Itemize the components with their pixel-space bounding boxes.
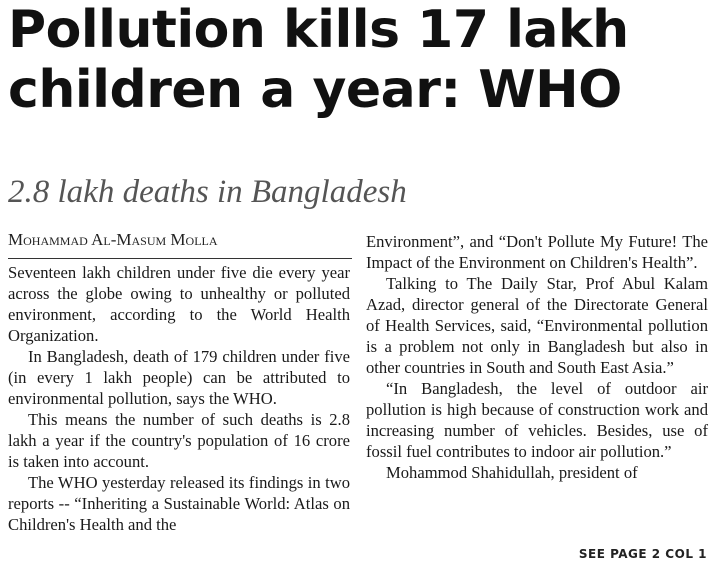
paragraph: Seventeen lakh children under five die every year across the globe owing to unhealthy or polluted environment, according to the World Health Organization. [8, 263, 350, 345]
paragraph: The WHO yesterday released its findings in two reports -- “Inheriting a Sustainable World: Atlas on Children's Health and the [8, 473, 350, 534]
paragraph: This means the number of such deaths is 2.8 lakh a year if the country's population of 16 crore is taken into account. [8, 410, 350, 471]
subheadline: 2.8 lakh deaths in Bangladesh [8, 174, 407, 210]
paragraph: “In Bangladesh, the level of outdoor air pollution is high because of construction work and increasing number of vehicles. Besides, use of fossil fuel contributes to indoor air pollution.” [366, 379, 708, 461]
continuation-note: SEE PAGE 2 COL 1 [578, 547, 707, 561]
headline: Pollution kills 17 lakh children a year: WHO [8, 0, 629, 120]
paragraph: Environment”, and “Don't Pollute My Future! The Impact of the Environment on Children's Health”. [366, 232, 708, 272]
article-column-left [8, 262, 350, 535]
article-column-right [366, 231, 708, 483]
paragraph: Talking to The Daily Star, Prof Abul Kalam Azad, director general of the Directorate General of Health Services, said, “Environmental pollution is a problem not only in Bangladesh but also in other countries in South and South East Asia.” [366, 274, 708, 377]
paragraph: In Bangladesh, death of 179 children under five (in every 1 lakh people) can be attributed to environmental pollution, says the WHO. [8, 347, 350, 408]
byline: Mohammad Al-Masum Molla [8, 230, 352, 259]
paragraph: Mohammod Shahidullah, president of [386, 463, 638, 482]
